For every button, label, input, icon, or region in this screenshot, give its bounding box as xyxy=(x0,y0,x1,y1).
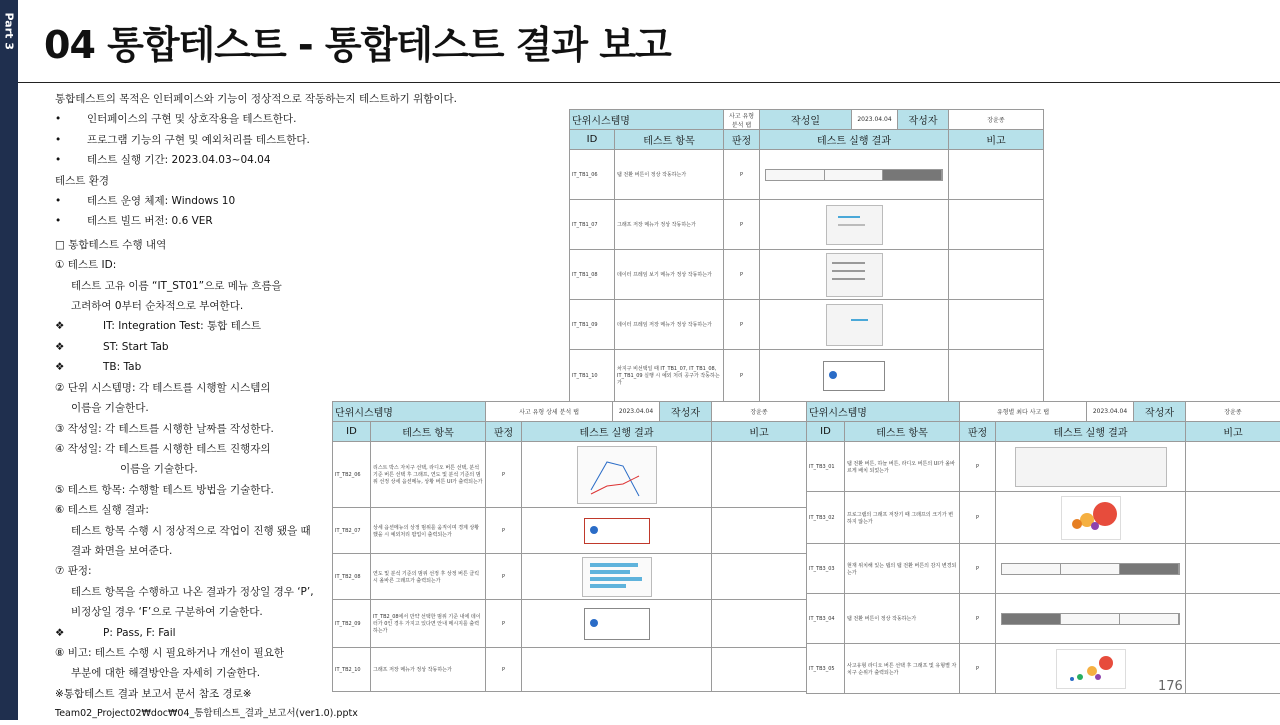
list-item: • 인터페이스의 구현 및 상호작용을 테스트한다. xyxy=(55,109,335,129)
item-8: ⑧ 비고: 테스트 수행 시 필요하거나 개선이 필요한 xyxy=(55,643,335,663)
title-divider xyxy=(18,82,1280,83)
body-text xyxy=(55,89,335,725)
item-3: ③ 작성일: 각 테스트를 시행한 날짜를 작성한다. xyxy=(55,419,335,439)
col-result: 테스트 실행 결과 xyxy=(996,422,1186,442)
list-item: • 테스트 실행 기간: 2023.04.03~04.04 xyxy=(55,150,335,170)
item-7: ⑦ 판정: xyxy=(55,561,335,581)
item-6-text: 결과 화면을 보여준다. xyxy=(55,541,335,561)
result-screenshot xyxy=(760,250,949,300)
unit-value: 사고 유형 상세 분석 탭 xyxy=(486,402,613,422)
author-label: 작성자 xyxy=(1134,402,1186,422)
info-icon xyxy=(590,526,598,534)
table-row: IT_TB1_07 그래프 저장 메뉴가 정상 작동하는가 P xyxy=(570,200,1044,250)
ref-path: Team02_Project02₩doc₩04_통합테스트_결과_보고서(ver1.0).pptx xyxy=(55,704,335,724)
list-item: ❖ IT: Integration Test: 통합 테스트 xyxy=(55,316,335,336)
col-verdict: 판정 xyxy=(960,422,996,442)
result-screenshot xyxy=(522,508,712,554)
result-screenshot xyxy=(522,442,712,508)
table-row: IT_TB3_03 현재 위치해 있는 탭의 탭 전환 버튼의 감지 변경되는가 P xyxy=(807,544,1280,594)
col-result: 테스트 실행 결과 xyxy=(522,422,712,442)
date-value: 2023.04.04 xyxy=(852,110,898,130)
list-item: ❖ TB: Tab xyxy=(55,357,335,377)
table-row: IT_TB3_04 탭 전환 버튼이 정상 작동하는가 P xyxy=(807,594,1280,644)
col-note: 비고 xyxy=(712,422,807,442)
date-value: 2023.04.04 xyxy=(613,402,660,422)
result-screenshot xyxy=(760,300,949,350)
result-screenshot xyxy=(996,594,1186,644)
purpose-text: 통합테스트의 목적은 인터페이스와 기능이 정상적으로 작동하는지 테스트하기 위함이다. xyxy=(55,89,335,109)
result-table-2 xyxy=(332,401,807,692)
unit-label: 단위시스템명 xyxy=(333,402,486,422)
result-screenshot xyxy=(522,554,712,600)
list-item: ❖ P: Pass, F: Fail xyxy=(55,623,335,643)
table-row: IT_TB1_06 탭 전환 버튼이 정상 작동하는가 P xyxy=(570,150,1044,200)
author-value: 장윤종 xyxy=(1186,402,1280,422)
info-icon xyxy=(829,371,837,379)
table-row: IT_TB2_07 상세 옵션메뉴의 상정 범위를 움직이며 경계 상황 했을 시 예외처리 팝업이 출력되는가 P xyxy=(333,508,807,554)
list-item: • 테스트 운영 체제: Windows 10 xyxy=(55,191,335,211)
table-row: IT_TB3_02 프로그램의 그래프 저장기 때 그래프의 크기가 변하지 않는가 P xyxy=(807,492,1280,544)
result-screenshot xyxy=(996,644,1186,694)
col-verdict: 판정 xyxy=(486,422,522,442)
col-id: ID xyxy=(570,130,615,150)
col-id: ID xyxy=(807,422,845,442)
result-screenshot xyxy=(996,492,1186,544)
item-5: ⑤ 테스트 항목: 수행할 테스트 방법을 기술한다. xyxy=(55,480,335,500)
item-7-text: 테스트 항목을 수행하고 나온 결과가 정상일 경우 ‘P’, xyxy=(55,582,335,602)
author-label: 작성자 xyxy=(660,402,712,422)
table-row: IT_TB1_10 차지구 비선택일 때 IT_TB1_07, IT_TB1_08, IT_TB1_09 실행 시 예외 처리 공구가 작동하는가 P xyxy=(570,350,1044,402)
bubble-graph-thumbnail xyxy=(1061,496,1121,540)
sidebar xyxy=(0,0,18,720)
list-item: • 테스트 빌드 버전: 0.6 VER xyxy=(55,211,335,231)
info-icon xyxy=(590,619,598,627)
item-1-text: 고려하여 0부터 순차적으로 부여한다. xyxy=(55,296,335,316)
item-1: ① 테스트 ID: xyxy=(55,255,335,275)
col-result: 테스트 실행 결과 xyxy=(760,130,949,150)
author-label: 작성자 xyxy=(898,110,949,130)
bar-graph-thumbnail xyxy=(582,557,652,597)
col-id: ID xyxy=(333,422,371,442)
item-4-text: 이름을 기술한다. xyxy=(55,459,335,479)
date-label: 작성일 xyxy=(760,110,852,130)
table-row: IT_TB1_08 데이터 프레임 보기 메뉴가 정상 작동하는가 P xyxy=(570,250,1044,300)
scatter-graph-thumbnail xyxy=(1056,649,1126,689)
result-table-3 xyxy=(806,401,1280,694)
ref-heading: ※통합테스트 결과 보고서 문서 참조 경로※ xyxy=(55,684,335,704)
result-screenshot xyxy=(996,442,1186,492)
item-6-text: 테스트 항목 수행 시 정상적으로 작업이 진행 됐을 때 xyxy=(55,521,335,541)
author-value: 장윤종 xyxy=(949,110,1044,130)
item-1-text: 테스트 고유 이름 “IT_ST01”으로 메뉴 흐름을 xyxy=(55,276,335,296)
col-item: 테스트 항목 xyxy=(845,422,960,442)
item-6: ⑥ 테스트 실행 결과: xyxy=(55,500,335,520)
table-row: IT_TB2_06 리스트 박스 자치구 선택, 라디오 버튼 선택, 분석 기준 버튼 선택 후 그래프, 연도 및 분석 기준의 범위 선정 상세 옵션메뉴, 상황 버튼 UI가 출력되는가 P xyxy=(333,442,807,508)
col-note: 비고 xyxy=(949,130,1044,150)
env-heading: 테스트 환경 xyxy=(55,171,335,191)
table-row: IT_TB3_05 사고유형 라디오 버튼 선택 후 그래프 및 유형별 자치구 순위가 출력되는가 P xyxy=(807,644,1280,694)
item-2: ② 단위 시스템명: 각 테스트를 시행할 시스템의 xyxy=(55,378,335,398)
list-item: • 프로그램 기능의 구현 및 예외처리를 테스트한다. xyxy=(55,130,335,150)
col-note: 비고 xyxy=(1186,422,1280,442)
unit-value: 사고 유형 분석 탭 xyxy=(724,110,760,130)
result-screenshot xyxy=(760,200,949,250)
table-row: IT_TB1_09 데이터 프레임 저장 메뉴가 정상 작동하는가 P xyxy=(570,300,1044,350)
list-item: ❖ ST: Start Tab xyxy=(55,337,335,357)
page-title: 04 통합테스트 - 통합테스트 결과 보고 xyxy=(44,14,671,69)
col-verdict: 판정 xyxy=(724,130,760,150)
table-row: IT_TB2_09 IT_TB2_08에서 만약 선택한 범위 기준 내에 데이터가 0인 경우 가지고 있다면 안내 메시지를 출력하는가 P xyxy=(333,600,807,648)
item-2-text: 이름을 기술한다. xyxy=(55,398,335,418)
unit-label: 단위시스템명 xyxy=(570,110,724,130)
result-table-1 xyxy=(569,109,1044,402)
result-screenshot xyxy=(760,150,949,200)
author-value: 장윤종 xyxy=(712,402,807,422)
item-7-text: 비정상일 경우 ‘F’으로 구분하여 기술한다. xyxy=(55,602,335,622)
item-4: ④ 작성일: 각 테스트를 시행한 테스트 진행자의 xyxy=(55,439,335,459)
part-label: Part 3 xyxy=(3,13,16,49)
line-graph-thumbnail xyxy=(577,446,657,504)
unit-value: 유형별 최다 사고 탭 xyxy=(960,402,1087,422)
table-row: IT_TB2_08 연도 및 분석 기준의 범위 선정 후 상정 버튼 클릭시 올바른 그래프가 출력되는가 P xyxy=(333,554,807,600)
result-screenshot xyxy=(760,350,949,402)
col-item: 테스트 항목 xyxy=(615,130,724,150)
item-8-text: 부분에 대한 해결방안을 자세히 기술한다. xyxy=(55,663,335,683)
result-screenshot xyxy=(522,600,712,648)
unit-label: 단위시스템명 xyxy=(807,402,960,422)
table-row: IT_TB3_01 탭 전환 버튼, 하늘 버튼, 라디오 버튼의 UI가 올바르게 배치 되었는가 P xyxy=(807,442,1280,492)
table-row: IT_TB2_10 그래프 저장 메뉴가 정상 작동하는가 P xyxy=(333,648,807,692)
page-number: 176 xyxy=(1158,679,1183,694)
section-heading: □ 통합테스트 수행 내역 xyxy=(55,235,335,255)
col-item: 테스트 항목 xyxy=(371,422,486,442)
result-screenshot xyxy=(996,544,1186,594)
date-value: 2023.04.04 xyxy=(1087,402,1134,422)
